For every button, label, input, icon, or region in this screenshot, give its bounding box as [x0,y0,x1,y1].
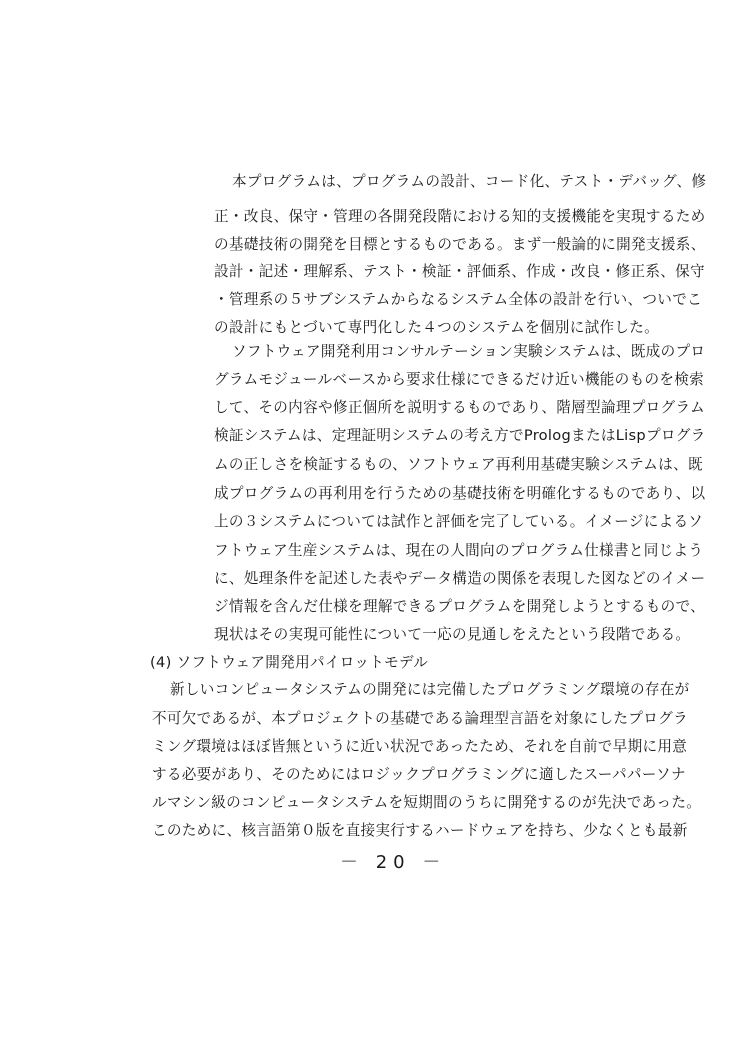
text-line: 新しいコンピュータシステムの開発には完備したプログラミング環境の存在が [170,681,690,698]
text-line: ・管理系の５サブシステムからなるシステム全体の設計を行い、ついでこ [214,291,702,308]
text-line: ムの正しさを検証するもの、ソフトウェア再利用基礎実験システムは、既 [214,456,703,473]
page-number: － 20 － [340,852,447,873]
text-line: 正・改良、保守・管理の各開発段階における知的支援機能を実現するため [214,208,706,225]
section-heading: (4) ソフトウェア開発用パイロットモデル [150,654,429,671]
text-line: ソフトウェア開発利用コンサルテーション実験システムは、既成のプロ [232,343,706,360]
text-line: して、その内容や修正個所を説明するものであり、階層型論理プログラム [214,399,706,416]
text-line: ジ情報を含んだ仕様を理解できるプログラムを開発しようとするもので、 [214,598,706,615]
text-line: する必要があり、そのためにはロジックプログラミングに適したスーパパーソナ [152,766,686,783]
text-line: の設計にもとづいて専門化した４つのシステムを個別に試作した。 [214,319,660,336]
text-line: 検証システムは、定理証明システムの考え方でPrologまたはLispプログラ [214,427,706,444]
text-line: 成プログラムの再利用を行うための基礎技術を明確化するものであり、以 [214,485,706,502]
text-line: 本プログラムは、プログラムの設計、コード化、テスト・デバッグ、修 [232,173,707,190]
text-line: に、処理条件を記述した表やデータ構造の関係を表現した図などのイメー [214,570,706,587]
text-line: 現状はその実現可能性について一応の見通しをえたという段階である。 [214,626,691,643]
text-line: グラムモジュールベースから要求仕様にできるだけ近い機能のものを検索 [214,371,705,388]
text-line: ミング環境はほぼ皆無というに近い状況であったため、それを自前で早期に用意 [152,738,688,755]
text-line: 不可欠であるが、本プロジェクトの基礎である論理型言語を対象にしたプログラ [152,710,688,727]
text-line: の基礎技術の開発を目標とするものである。まず一般論的に開発支援系、 [214,236,706,253]
text-line: フトウェア生産システムは、現在の人間向のプログラム仕様書と同じよう [214,542,704,559]
text-line: このために、核言語第０版を直接実行するハードウェアを持ち、少なくとも最新 [152,822,688,839]
text-line: 設計・記述・理解系、テスト・検証・評価系、作成・改良・修正系、保守 [214,263,705,280]
text-line: ルマシン級のコンピュータシステムを短期間のうちに開発するのが先決であった。 [152,794,702,811]
text-line: 上の３システムについては試作と評価を完了している。イメージによるソ [214,513,704,530]
